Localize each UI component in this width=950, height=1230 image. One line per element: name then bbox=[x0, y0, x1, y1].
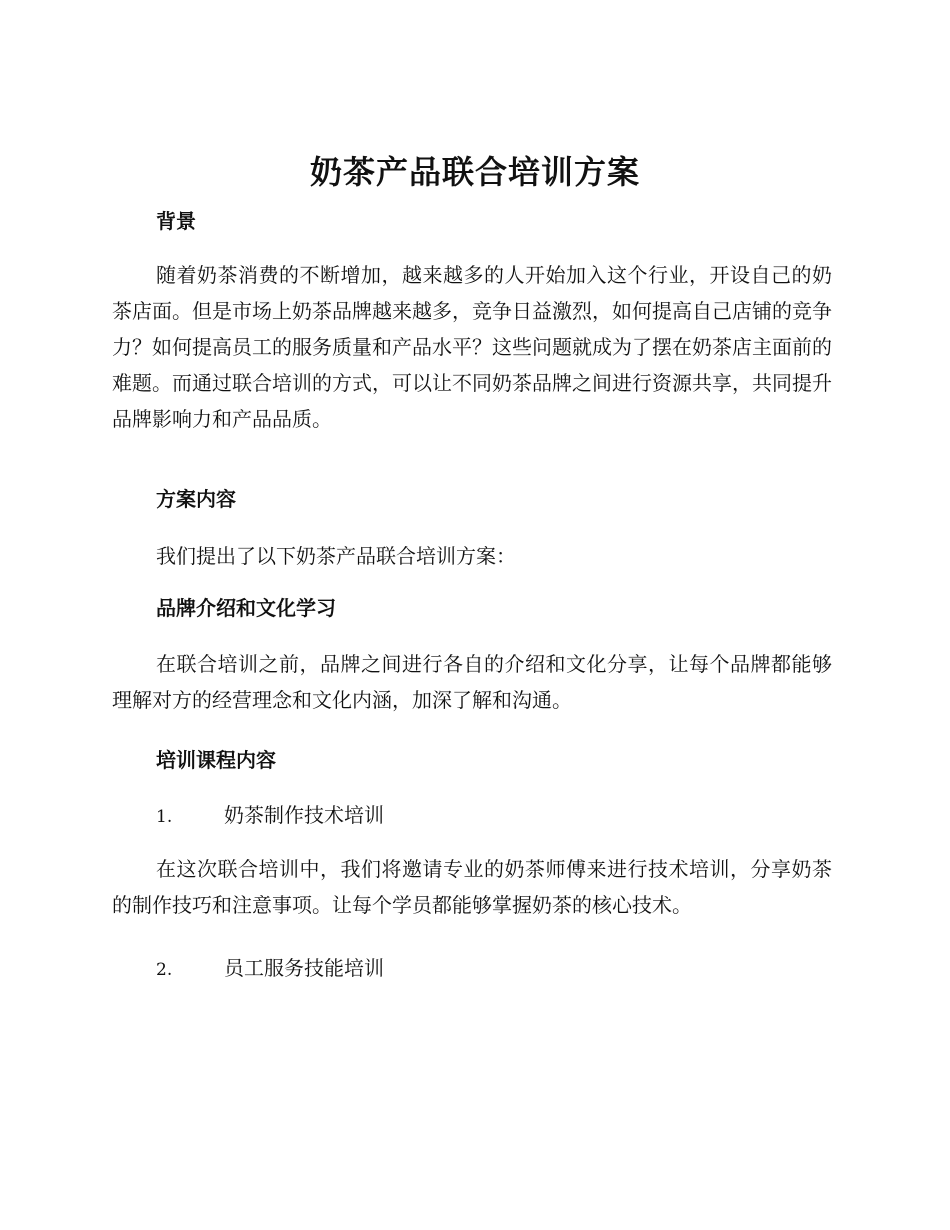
background-paragraph: 随着奶茶消费的不断增加，越来越多的人开始加入这个行业，开设自己的奶茶店面。但是市场上奶茶品牌越来越多，竞争日益激烈，如何提高自己店铺的竞争力？如何提高员工的服务质量和产品水平？这些问题就成为了摆在奶茶店主面前的难题。而通过联合培训的方式，可以让不同奶茶品牌之间进行资源共享，共同提升品牌影响力和产品品质。 bbox=[112, 263, 832, 431]
plan-intro-paragraph: 我们提出了以下奶茶产品联合培训方案： bbox=[156, 544, 516, 568]
list-item-label: 员工服务技能培训 bbox=[224, 956, 384, 980]
brand-paragraph: 在联合培训之前，品牌之间进行各自的介绍和文化分享，让每个品牌都能够理解对方的经营理念和文化内涵，加深了解和沟通。 bbox=[112, 652, 832, 712]
list-item-label: 奶茶制作技术培训 bbox=[224, 803, 384, 827]
list-item bbox=[156, 801, 384, 831]
section-heading-brand: 品牌介绍和文化学习 bbox=[156, 596, 336, 620]
list-item bbox=[156, 954, 384, 984]
section-heading-course: 培训课程内容 bbox=[156, 748, 276, 772]
document-title: 奶茶产品联合培训方案 bbox=[309, 153, 640, 191]
course-item-paragraph: 在这次联合培训中，我们将邀请专业的奶茶师傅来进行技术培训，分享奶茶的制作技巧和注意事项。让每个学员都能够掌握奶茶的核心技术。 bbox=[112, 857, 832, 917]
list-item-number: 1. bbox=[156, 807, 173, 827]
list-item-number: 2. bbox=[156, 960, 173, 980]
section-heading-background: 背景 bbox=[156, 209, 196, 233]
section-heading-plan: 方案内容 bbox=[156, 487, 236, 511]
